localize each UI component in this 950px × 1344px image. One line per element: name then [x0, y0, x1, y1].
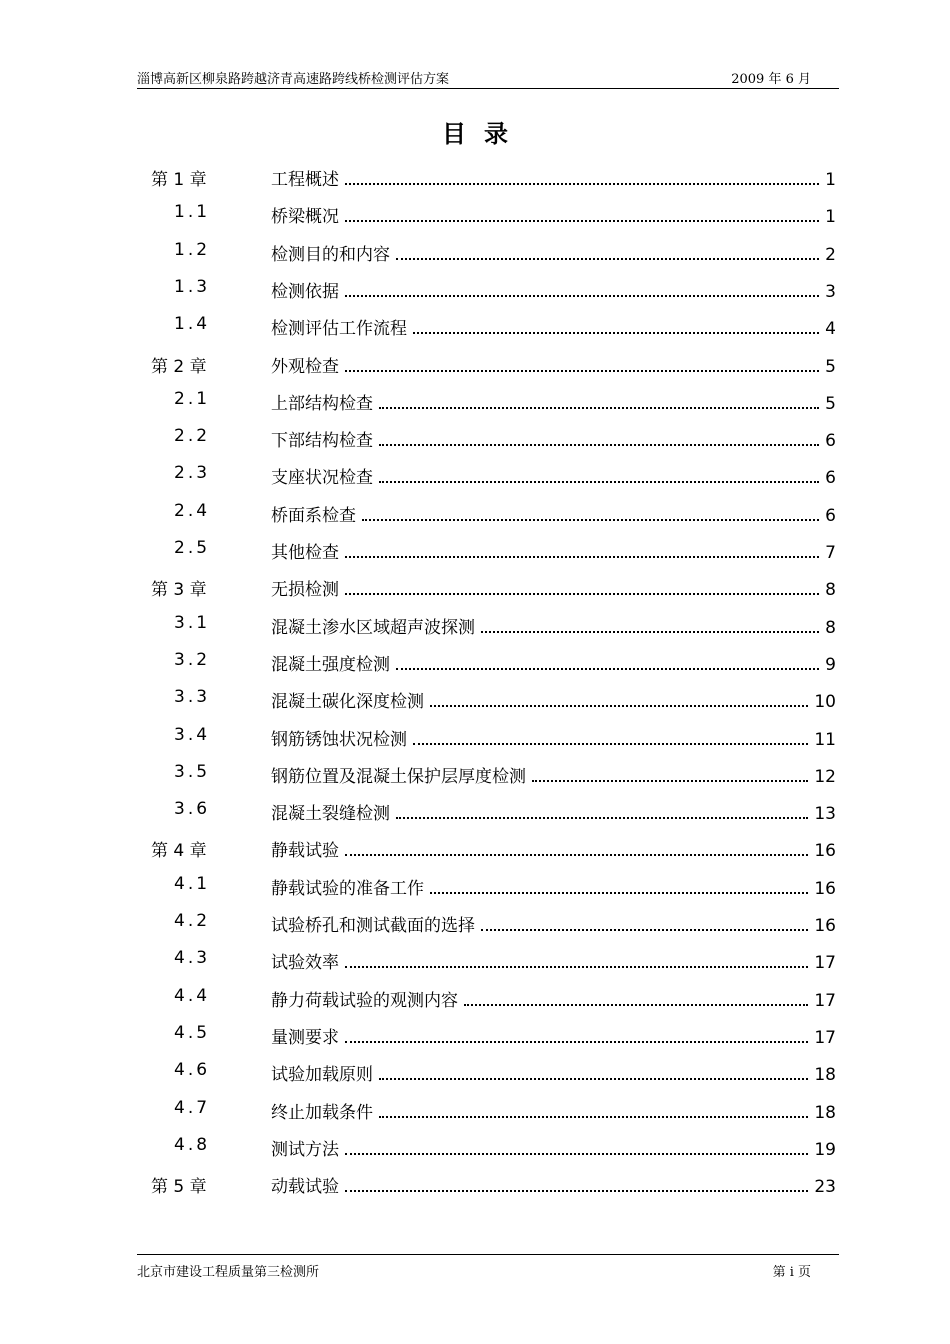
toc-entry-number: 3.2 [174, 649, 211, 670]
toc-entry-number: 2.5 [174, 538, 211, 558]
toc-entry-title: 支座状况检查 [271, 468, 373, 489]
toc-dot-leader [396, 816, 808, 819]
toc-entry-number: 4.7 [174, 1097, 211, 1118]
toc-entry-line [271, 613, 836, 638]
toc-entry-page: 19 [814, 1139, 836, 1160]
toc-entry-line [271, 277, 836, 302]
toc-entry[interactable] [0, 680, 950, 717]
toc-entry[interactable] [0, 606, 950, 643]
toc-entry-page: 7 [825, 543, 836, 563]
toc-dot-leader [362, 518, 819, 521]
toc-entry-title: 钢筋锈蚀状况检测 [271, 729, 407, 750]
toc-entry[interactable] [0, 755, 950, 792]
toc-entry-number: 第 5 章 [151, 1177, 207, 1198]
toc-entry-number: 4.2 [174, 911, 211, 931]
toc-entry[interactable] [0, 233, 950, 270]
toc-entry-line [271, 352, 836, 377]
toc-dot-leader [345, 592, 819, 595]
toc-entry-number: 1.4 [174, 314, 211, 335]
toc-entry[interactable] [0, 270, 950, 307]
toc-dot-leader [413, 742, 808, 745]
toc-entry-line [271, 538, 836, 563]
toc-entry-number: 3.4 [174, 724, 211, 745]
toc-entry-page: 6 [825, 468, 836, 489]
toc-entry-page: 6 [825, 505, 836, 526]
toc-dot-leader [464, 1003, 808, 1006]
toc-dot-leader [481, 928, 808, 931]
toc-entry-line [271, 874, 836, 899]
toc-entry[interactable] [0, 1091, 950, 1128]
toc-entry[interactable] [0, 643, 950, 680]
toc-entry-number: 第 1 章 [151, 170, 207, 190]
header-document-title: 淄博高新区柳泉路跨越济青高速路跨线桥检测评估方案 [137, 72, 450, 87]
toc-entry-title: 试验效率 [271, 953, 339, 974]
toc-entry[interactable] [0, 941, 950, 978]
toc-entry-number: 2.2 [174, 426, 211, 447]
toc-entry[interactable] [0, 419, 950, 456]
toc-dot-leader [430, 891, 808, 894]
toc-entry-title: 试验桥孔和测试截面的选择 [271, 916, 475, 936]
toc-entry-page: 2 [825, 244, 836, 265]
toc-entry-title: 试验加载原则 [271, 1065, 373, 1086]
toc-entry-page: 17 [814, 953, 836, 974]
toc-dot-leader [532, 779, 808, 782]
footer-organization: 北京市建设工程质量第三检测所 [137, 1265, 320, 1280]
page-title: 目录 [442, 120, 526, 148]
toc-dot-leader [413, 331, 819, 334]
toc-entry-page: 16 [814, 878, 836, 899]
toc-entry-page: 8 [825, 580, 836, 601]
toc-entry-number: 4.3 [174, 948, 211, 969]
toc-entry[interactable] [0, 382, 950, 419]
toc-entry-page: 5 [825, 393, 836, 414]
toc-entry[interactable] [0, 456, 950, 493]
toc-dot-leader [379, 480, 819, 483]
toc-entry-number: 3.1 [174, 612, 211, 633]
toc-entry[interactable] [0, 867, 950, 904]
toc-entry-title: 桥面系检查 [271, 505, 356, 526]
toc-entry-number: 第 4 章 [151, 841, 207, 862]
toc-dot-leader [379, 443, 819, 446]
toc-entry-page: 6 [825, 431, 836, 452]
toc-entry-page: 16 [814, 841, 836, 862]
toc-entry-line [271, 911, 836, 936]
toc-entry[interactable] [0, 1165, 950, 1202]
toc-entry-line [271, 762, 836, 787]
toc-dot-leader [481, 630, 819, 633]
toc-entry-line [271, 650, 836, 675]
toc-entry-title: 检测目的和内容 [271, 244, 390, 265]
toc-entry[interactable] [0, 307, 950, 344]
toc-entry-page: 17 [814, 1027, 836, 1048]
toc-entry-number: 3.3 [174, 687, 211, 708]
toc-entry-number: 2.1 [174, 388, 211, 409]
toc-entry-line [271, 1060, 836, 1085]
toc-entry-number: 4.1 [174, 873, 211, 894]
header-date: 2009 年 6 月 [731, 72, 811, 87]
toc-entry-number: 1.1 [174, 202, 211, 223]
toc-entry[interactable] [0, 195, 950, 232]
toc-dot-leader [345, 219, 819, 222]
toc-entry-line [271, 389, 836, 414]
toc-entry-number: 4.8 [174, 1134, 211, 1155]
toc-entry-page: 11 [814, 729, 836, 750]
toc-entry-title: 混凝土渗水区域超声波探测 [271, 617, 475, 638]
toc-entry-page: 1 [825, 170, 836, 190]
toc-entry-title: 混凝土强度检测 [271, 654, 390, 675]
toc-entry-title: 混凝土碳化深度检测 [271, 692, 424, 713]
toc-entry[interactable] [0, 792, 950, 829]
toc-entry-title: 无损检测 [271, 580, 339, 601]
toc-entry[interactable] [0, 904, 950, 941]
toc-entry-line [271, 799, 836, 824]
toc-entry-number: 2.3 [174, 463, 211, 484]
toc-entry-title: 钢筋位置及混凝土保护层厚度检测 [271, 766, 526, 787]
toc-entry-title: 静载试验的准备工作 [271, 878, 424, 899]
toc-entry-page: 1 [825, 207, 836, 228]
toc-entry-title: 检测评估工作流程 [271, 319, 407, 340]
toc-entry-line [271, 1135, 836, 1160]
toc-dot-leader [345, 182, 819, 185]
toc-entry[interactable] [0, 1016, 950, 1053]
toc-entry-line [271, 463, 836, 488]
toc-entry-line [271, 575, 836, 600]
toc-entry-number: 1.2 [174, 239, 211, 260]
toc-entry-title: 静载试验 [271, 841, 339, 862]
toc-entry-line [271, 202, 836, 227]
toc-entry-line [271, 1098, 836, 1123]
toc-entry-title: 外观检查 [271, 356, 339, 377]
toc-entry-number: 1.3 [174, 276, 211, 297]
toc-entry-page: 12 [814, 766, 836, 787]
toc-entry-page: 18 [814, 1102, 836, 1123]
toc-dot-leader [396, 257, 819, 260]
toc-dot-leader [345, 965, 808, 968]
toc-entry-title: 上部结构检查 [271, 393, 373, 414]
toc-entry-page: 5 [825, 356, 836, 377]
toc-entry-number: 3.5 [174, 761, 211, 782]
toc-dot-leader [345, 1040, 808, 1043]
toc-entry-page: 9 [825, 654, 836, 675]
toc-entry-page: 18 [814, 1065, 836, 1086]
toc-entry[interactable] [0, 1053, 950, 1090]
toc-entry-line [271, 948, 836, 973]
toc-entry[interactable] [0, 718, 950, 755]
toc-entry-page: 13 [814, 804, 836, 825]
toc-entry-title: 其他检查 [271, 543, 339, 563]
toc-entry-title: 检测依据 [271, 281, 339, 302]
toc-dot-leader [396, 667, 819, 670]
toc-entry-number: 第 2 章 [151, 356, 207, 377]
toc-entry[interactable] [0, 158, 950, 195]
toc-entry-page: 10 [814, 692, 836, 713]
toc-dot-leader [345, 294, 819, 297]
toc-entry-line [271, 986, 836, 1011]
toc-entry-number: 4.6 [174, 1060, 211, 1081]
toc-entry-title: 测试方法 [271, 1139, 339, 1160]
toc-entry[interactable] [0, 494, 950, 531]
toc-entry-number: 4.4 [174, 985, 211, 1006]
toc-entry-page: 23 [814, 1177, 836, 1198]
page-header [137, 64, 839, 89]
toc-entry-number: 4.5 [174, 1022, 211, 1043]
toc-entry-line [271, 1023, 836, 1048]
toc-entry-number: 3.6 [174, 799, 211, 820]
toc-dot-leader [379, 406, 819, 409]
toc-entry-page: 3 [825, 281, 836, 302]
toc-entry-line [271, 687, 836, 712]
toc-dot-leader [345, 369, 819, 372]
toc-entry-line [271, 725, 836, 750]
toc-entry-page: 4 [825, 319, 836, 340]
toc-entry-page: 8 [825, 617, 836, 638]
toc-dot-leader [345, 1189, 808, 1192]
toc-entry-line [271, 165, 836, 190]
toc-dot-leader [345, 555, 819, 558]
toc-entry-line [271, 1172, 836, 1197]
toc-dot-leader [379, 1115, 808, 1118]
footer-page-number: 第 i 页 [772, 1265, 811, 1280]
toc-entry[interactable] [0, 1128, 950, 1165]
toc-entry-number: 第 3 章 [151, 580, 207, 601]
toc-dot-leader [345, 853, 808, 856]
toc-entry[interactable] [0, 568, 950, 605]
toc-entry[interactable] [0, 829, 950, 866]
toc-entry[interactable] [0, 345, 950, 382]
toc-entry-page: 17 [814, 990, 836, 1011]
toc-entry-line [271, 426, 836, 451]
toc-entry[interactable] [0, 979, 950, 1016]
toc-entry[interactable] [0, 531, 950, 568]
toc-entry-title: 动载试验 [271, 1177, 339, 1198]
toc-dot-leader [379, 1077, 808, 1080]
page-footer [137, 1254, 839, 1283]
toc-dot-leader [345, 1152, 808, 1155]
toc-entry-line [271, 240, 836, 265]
toc-entry-page: 16 [814, 916, 836, 936]
toc-entry-number: 2.4 [174, 500, 211, 521]
toc-entry-title: 混凝土裂缝检测 [271, 804, 390, 825]
toc-entry-title: 量测要求 [271, 1027, 339, 1048]
toc-entry-title: 桥梁概况 [271, 207, 339, 228]
toc-entry-line [271, 501, 836, 526]
toc-entry-line [271, 836, 836, 861]
toc-entry-title: 静力荷载试验的观测内容 [271, 990, 458, 1011]
toc-dot-leader [430, 704, 808, 707]
toc-entry-title: 下部结构检查 [271, 431, 373, 452]
toc-entry-title: 工程概述 [271, 170, 339, 190]
toc-entry-line [271, 314, 836, 339]
toc-entry-title: 终止加载条件 [271, 1102, 373, 1123]
